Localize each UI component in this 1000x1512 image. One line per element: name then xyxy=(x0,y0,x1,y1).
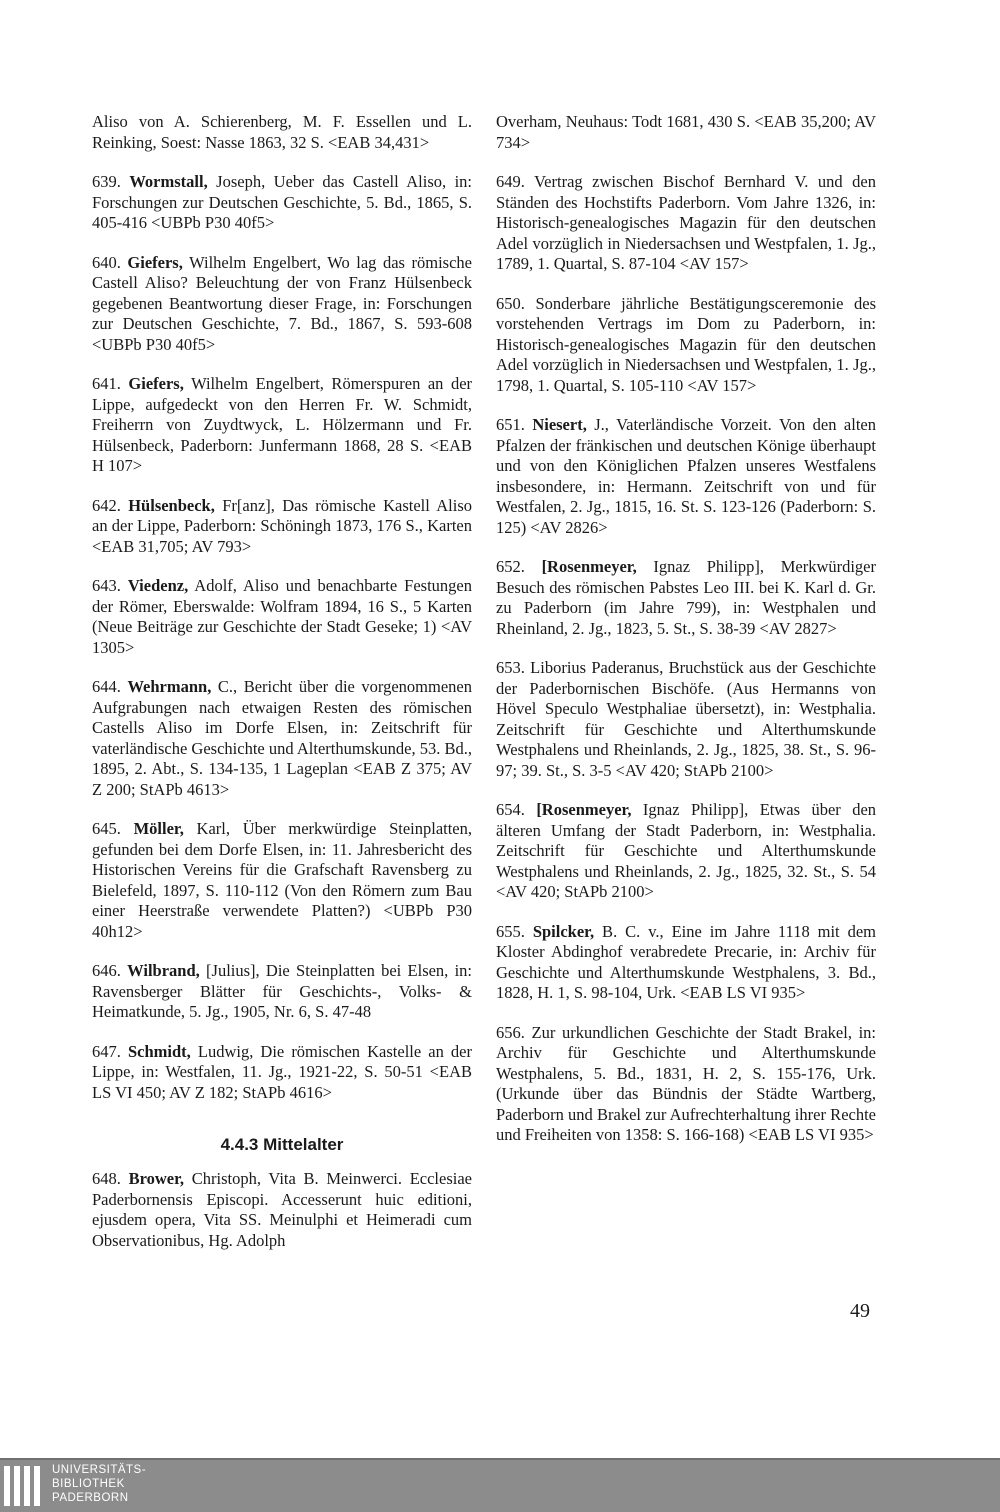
left-entries-after-heading xyxy=(92,1169,472,1251)
entry-number: 649. xyxy=(496,172,525,191)
entry-text: Karl, Über merkwürdige Steinplatten, gefunden bei dem Dorfe Elsen, in: 11. Jahresbericht des Historischen Vereins für die Grafschaft Ravensberg zu Bielefeld, 1897, S. 110-112 (Von den Römern zum Bau einer Heerstraße verwendete Platten?) <UBPb P30 40h12> xyxy=(92,819,473,941)
entry-text: Wilhelm Engelbert, Römerspuren an der Lippe, aufgedeckt von den Herren Fr. W. Schmidt, Freiherrn von Zuydtwyck, L. Hölzermann und Fr. Hülsenbeck, Paderborn: Junfermann 1868, 28 S. <EAB H 107> xyxy=(92,374,473,475)
entry-author: Brower, xyxy=(128,1169,185,1188)
entry-number: 656. xyxy=(496,1022,525,1042)
bibliography-entry xyxy=(92,374,472,477)
right-entries xyxy=(496,112,876,1146)
entry-number: 650. xyxy=(496,293,525,313)
entry-number: 652. xyxy=(496,557,525,576)
logo-stripe-icon xyxy=(4,1466,10,1506)
entry-author: Giefers, xyxy=(128,374,184,393)
entry-number: 640. xyxy=(92,252,121,272)
left-entries xyxy=(92,112,472,1103)
entry-text: Vertrag zwischen Bischof Bernhard V. und den Ständen des Hochstifts Paderborn. Vom Jahre 1326, in: Historisch-genealogisches Magazin für den deutschen Adel vorzüglich in Niedersachsen und Westpfalen, 1. Jg., 1789, 1. Quartal, S. 87-104 <AV 157> xyxy=(496,172,877,273)
entry-text: J., Vaterländische Vorzeit. Von den alten Pfalzen der fränkischen und deutschen Könige überhaupt und von den Königlichen Pfalzen unseres Westfalens insbesondere, in: Hermann. Zeitschrift von und für Westfalen, 2. Jg., 1815, 16. St. S. 123-126 (Paderborn: S. 125) <AV 2826> xyxy=(496,415,876,537)
entry-number: 654. xyxy=(496,800,525,819)
footer-divider xyxy=(0,1458,1000,1460)
entry-author: [Rosenmeyer, xyxy=(541,557,637,576)
entry-author: Möller, xyxy=(133,819,184,838)
section-heading: 4.4.3 Mittelalter xyxy=(220,1135,344,1154)
logo-line-3: PADERBORN xyxy=(52,1492,129,1504)
entry-author: [Rosenmeyer, xyxy=(536,800,632,819)
entry-number: 653. xyxy=(496,658,525,677)
entry-text: Joseph, Ueber das Castell Aliso, in: Forschungen zur Deutschen Geschichte, 5. Bd., 1865, S. 405-416 <UBPb P30 40f5> xyxy=(92,172,473,232)
bibliography-entry xyxy=(496,415,876,538)
logo-stripe-icon xyxy=(34,1466,40,1506)
bibliography-entry xyxy=(496,922,876,1004)
entry-text: Ignaz Philipp], Merkwürdiger Besuch des römischen Pabstes Leo III. bei K. Karl d. Gr. zu Paderborn (im Jahre 799), in: Westphalen und Rheinland, 2. Jg., 1823, 5. St., S. 38-39 <AV 2827> xyxy=(496,557,877,638)
bibliography-entry xyxy=(92,819,472,942)
bibliography-entry xyxy=(92,1042,472,1104)
bibliography-entry xyxy=(92,677,472,800)
entry-author: Hülsenbeck, xyxy=(128,495,215,515)
entry-text: B. C. v., Eine im Jahre 1118 mit dem Kloster Abdinghof verabredete Precarie, in: Archiv für Geschichte und Alterthumskunde Westphalens, 3. Bd., 1828, H. 1, S. 98-104, Urk. <EAB LS VI 935> xyxy=(496,921,877,1002)
bibliography-entry xyxy=(92,1169,472,1251)
entry-number: 645. xyxy=(92,819,121,838)
entry-text: Liborius Paderanus, Bruchstück aus der Geschichte der Paderbornischen Bischöfe. (Aus Hermanns von Hövel Speculo Westphaliae übersetzt), in: Westphalia. Zeitschrift für Geschichte und Alterthumskunde Westphalens und Rheinlands, 2. Jg., 1825, 38. St., S. 96-97; 39. St., S. 3-5 <AV 420; StAPb 2100> xyxy=(496,658,876,780)
entry-number: 646. xyxy=(92,961,121,980)
entry-number: 642. xyxy=(92,495,121,515)
bibliography-entry xyxy=(496,557,876,639)
entry-text: Ignaz Philipp], Etwas über den älteren Umfang der Stadt Paderborn, in: Westphalia. Zeitschrift für Geschichte und Alterthumskunde Westphalens und Rheinlands, 2. Jg., 1825, 32. St., S. 54 <AV 420; StAPb 2100> xyxy=(496,800,877,901)
entry-text: [Julius], Die Steinplatten bei Elsen, in: Ravensberger Blätter für Geschichts-, Volks- & Heimatkunde, 5. Jg., 1905, Nr. 6, S. 47-48 xyxy=(92,961,472,1021)
bibliography-entry xyxy=(92,253,472,356)
entry-text: C., Bericht über die vorgenommenen Aufgrabungen nach etwaigen Resten des römischen Castells Aliso im Dorfe Elsen, in: Zeitschrift für vaterländische Geschichte und Alterthumskunde, 53. Bd., 1895, 2. Abt., S. 134-135, 1 Lageplan <EAB Z 375; AV Z 200; StAPb 4613> xyxy=(92,677,472,799)
bibliography-entry xyxy=(92,496,472,558)
bibliography-entry xyxy=(92,172,472,234)
library-logo xyxy=(0,1462,200,1510)
entry-number: 641. xyxy=(92,374,121,393)
bibliography-entry xyxy=(496,800,876,903)
entry-author: Schmidt, xyxy=(127,1041,191,1061)
entry-text: Christoph, Vita B. Meinwerci. Ecclesiae Paderbornensis Episcopi. Accesserunt huic editioni, ejusdem opera, Vita SS. Meinulphi et Heimeradi cum Observationibus, Hg. Adolph xyxy=(92,1169,472,1250)
entry-author: Niesert, xyxy=(532,415,587,434)
entry-number: 651. xyxy=(496,415,525,434)
entry-text: Fr[anz], Das römische Kastell Aliso an der Lippe, Paderborn: Schöningh 1873, 176 S., Karten <EAB 31,705; AV 793> xyxy=(92,495,472,556)
logo-stripe-icon xyxy=(14,1466,20,1506)
entry-text: Zur urkundlichen Geschichte der Stadt Brakel, in: Archiv für Geschichte und Alterthumskunde Westphalens, 5. Bd., 1831, H. 2, S. 155-176, Urk. (Urkunde über das Bündnis der Städte Wartberg, Paderborn und Brakel zur Aufrechterhaltung ihrer Rechte und Freiheiten von 1358: S. 166-168) <EAB LS VI 935> xyxy=(496,1022,876,1144)
bibliography-entry xyxy=(496,112,876,153)
entry-author: Wilbrand, xyxy=(127,961,200,980)
bibliography-entry xyxy=(496,172,876,275)
entry-text: Overham, Neuhaus: Todt 1681, 430 S. <EAB 35,200; AV 734> xyxy=(496,112,876,152)
entry-text: Sonderbare jährliche Bestätigungsceremonie des vorstehenden Vertrags im Dom zu Paderborn, in: Historisch-genealogisches Magazin für den deutschen Adel vorzüglich in Niedersachsen und Westpfalen, 1. Jg., 1798, 1. Quartal, S. 105-110 <AV 157> xyxy=(496,293,876,395)
entry-number: 648. xyxy=(92,1169,121,1188)
entry-number: 647. xyxy=(92,1041,121,1061)
entry-author: Wormstall, xyxy=(129,172,208,191)
entry-text: Wilhelm Engelbert, Wo lag das römische Castell Aliso? Beleuchtung der von Franz Hülsenbeck gegebenen Beantwortung dieser Frage, in: Forschungen zur Deutschen Geschichte, 7. Bd., 1867, S. 593-608 <UBPb P30 40f5> xyxy=(92,252,472,354)
entry-text: Adolf, Aliso und benachbarte Festungen der Römer, Eberswalde: Wolfram 1894, 16 S., 5 Karten (Neue Beiträge zur Geschichte der Stadt Geseke; 1) <AV 1305> xyxy=(92,576,472,657)
entry-number: 643. xyxy=(92,576,121,595)
logo-line-2: BIBLIOTHEK xyxy=(52,1478,125,1490)
entry-author: Spilcker, xyxy=(532,921,595,941)
entry-number: 639. xyxy=(92,172,121,191)
entry-author: Viedenz, xyxy=(127,576,189,595)
left-column xyxy=(92,112,472,1270)
right-column xyxy=(496,112,876,1165)
logo-line-1: UNIVERSITÄTS- xyxy=(52,1464,147,1476)
entry-author: Giefers, xyxy=(127,252,183,272)
bibliography-entry xyxy=(496,294,876,397)
entry-author: Wehrmann, xyxy=(127,677,212,696)
entry-number: 644. xyxy=(92,677,121,696)
bibliography-entry xyxy=(496,1023,876,1146)
entry-text: Aliso von A. Schierenberg, M. F. Essellen und L. Reinking, Soest: Nasse 1863, 32 S. <EAB 34,431> xyxy=(92,112,472,152)
entry-number: 655. xyxy=(496,921,525,941)
bibliography-entry xyxy=(496,658,876,781)
bibliography-entry xyxy=(92,961,472,1023)
entry-text: Ludwig, Die römischen Kastelle an der Lippe, in: Westfalen, 11. Jg., 1921-22, S. 50-51 <EAB LS VI 450; AV Z 182; StAPb 4616> xyxy=(92,1041,473,1102)
bibliography-entry xyxy=(92,576,472,658)
bibliography-entry xyxy=(92,112,472,153)
logo-stripe-icon xyxy=(24,1466,30,1506)
page-number: 49 xyxy=(850,1300,870,1322)
